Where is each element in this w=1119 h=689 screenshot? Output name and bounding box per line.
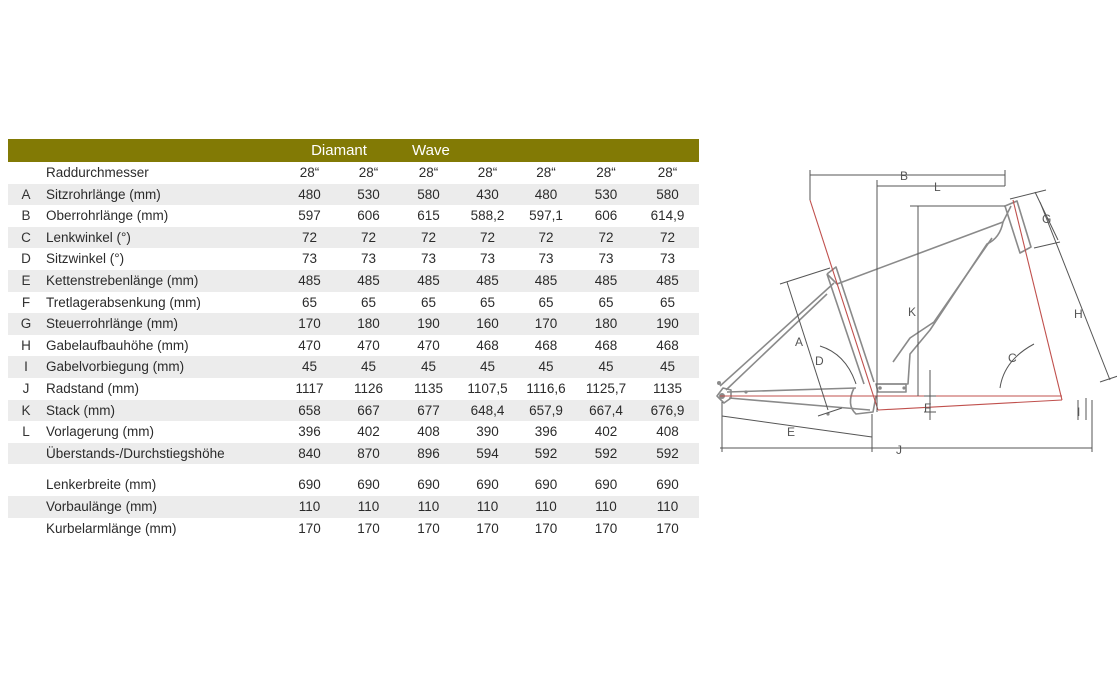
row-label: Lenkwinkel (°) bbox=[44, 227, 280, 249]
row-value: 690 bbox=[594, 477, 618, 493]
row-value: 28“ bbox=[596, 165, 616, 180]
row-value: 408 bbox=[656, 424, 679, 440]
row-value: 530 bbox=[339, 184, 398, 206]
row-code: G bbox=[8, 313, 44, 335]
row-value: 45 bbox=[516, 356, 576, 378]
dim-label-e: E bbox=[787, 425, 796, 439]
row-code: K bbox=[8, 400, 44, 422]
row-value: 1116,6 bbox=[526, 380, 566, 396]
row-value: 45 bbox=[339, 356, 398, 378]
row-value: 73 bbox=[660, 251, 676, 267]
bike-frame bbox=[717, 201, 1031, 414]
row-value: 170 bbox=[656, 520, 679, 536]
row-code: J bbox=[22, 380, 30, 396]
steering-axis bbox=[1013, 200, 1062, 400]
motor-bolt bbox=[878, 386, 882, 390]
table-row bbox=[8, 421, 699, 443]
row-value: 65 bbox=[301, 294, 318, 310]
row-value: 170 bbox=[594, 520, 618, 536]
row-value: 485 bbox=[339, 270, 398, 292]
row-value: 170 bbox=[357, 520, 380, 536]
row-value: 1135 bbox=[653, 380, 683, 396]
row-value: 72 bbox=[459, 227, 516, 249]
table-spacer-row bbox=[8, 464, 699, 474]
row-value: 468 bbox=[534, 337, 558, 353]
table-spacer bbox=[8, 464, 699, 474]
row-value: 690 bbox=[298, 477, 321, 493]
table-row bbox=[8, 184, 699, 206]
row-code bbox=[8, 162, 44, 184]
row-value: 73 bbox=[360, 251, 377, 267]
row-value: 73 bbox=[301, 251, 318, 267]
row-value: 580 bbox=[636, 184, 699, 206]
table-row bbox=[8, 400, 699, 422]
row-value: 870 bbox=[339, 443, 398, 465]
row-label: Oberrohrlänge (mm) bbox=[46, 208, 169, 224]
row-value: 485 bbox=[459, 270, 516, 292]
row-label: Gabelvorbiegung (mm) bbox=[44, 356, 280, 378]
dim-label-b: B bbox=[900, 169, 909, 183]
row-value: 606 bbox=[594, 208, 618, 224]
dim-label-f: F bbox=[924, 401, 932, 415]
row-label: Überstands-/Durchstiegshöhe bbox=[44, 443, 280, 465]
down-tube-rear bbox=[893, 238, 992, 362]
row-code: A bbox=[8, 184, 44, 206]
row-value: 160 bbox=[459, 313, 516, 335]
dim-label-c: C bbox=[1008, 351, 1017, 365]
table-row bbox=[8, 205, 699, 227]
row-value: 430 bbox=[459, 184, 516, 206]
table-row bbox=[8, 248, 699, 270]
row-code: F bbox=[21, 294, 31, 310]
row-label: Vorbaulänge (mm) bbox=[44, 496, 280, 518]
row-value: 65 bbox=[598, 294, 614, 310]
row-value: 73 bbox=[538, 251, 554, 267]
row-code bbox=[8, 518, 44, 540]
row-code: E bbox=[8, 270, 44, 292]
row-value: 1117 bbox=[295, 380, 324, 396]
row-value: 690 bbox=[476, 477, 499, 493]
row-value: 485 bbox=[576, 270, 636, 292]
row-value: 588,2 bbox=[470, 208, 505, 224]
row-value: 530 bbox=[576, 184, 636, 206]
row-value: 1125,7 bbox=[585, 380, 627, 396]
row-value: 170 bbox=[280, 313, 339, 335]
table-header-row bbox=[8, 139, 699, 162]
row-value: 65 bbox=[480, 294, 496, 310]
row-value: 408 bbox=[417, 424, 440, 440]
row-value: 592 bbox=[636, 443, 699, 465]
row-value: 45 bbox=[459, 356, 516, 378]
row-value: 170 bbox=[298, 520, 321, 536]
row-value: 597 bbox=[298, 208, 321, 224]
row-value: 592 bbox=[516, 443, 576, 465]
dim-label-a: A bbox=[795, 335, 804, 349]
row-label: Stack (mm) bbox=[44, 400, 280, 422]
row-value: 28“ bbox=[418, 165, 439, 180]
row-value: 667 bbox=[339, 400, 398, 422]
row-value: 592 bbox=[576, 443, 636, 465]
row-value: 468 bbox=[476, 337, 499, 353]
row-value: 468 bbox=[594, 337, 618, 353]
row-code: D bbox=[21, 251, 31, 267]
row-value: 180 bbox=[339, 313, 398, 335]
row-value: 606 bbox=[357, 208, 380, 224]
row-value: 28“ bbox=[536, 165, 556, 180]
table-row bbox=[8, 474, 699, 496]
header-spacer bbox=[44, 139, 280, 162]
row-label: Lenkerbreite (mm) bbox=[46, 477, 157, 493]
row-value: 45 bbox=[398, 356, 459, 378]
row-code bbox=[8, 474, 44, 496]
chain-stay-lower bbox=[729, 398, 870, 410]
arc-c bbox=[1000, 344, 1034, 388]
row-value: 580 bbox=[398, 184, 459, 206]
table-row bbox=[8, 518, 699, 540]
row-value: 594 bbox=[459, 443, 516, 465]
seat-stay-lower bbox=[726, 294, 827, 390]
dim-label-l: L bbox=[934, 180, 941, 194]
row-label: Radstand (mm) bbox=[46, 380, 140, 396]
row-value: 65 bbox=[421, 294, 437, 310]
seat-tube-rear bbox=[827, 274, 864, 384]
row-value: 65 bbox=[538, 294, 554, 310]
row-value: 676,9 bbox=[636, 400, 699, 422]
row-label: Steuerrohrlänge (mm) bbox=[44, 313, 280, 335]
top-tube bbox=[827, 206, 1011, 284]
row-code: C bbox=[8, 227, 44, 249]
row-value: 480 bbox=[280, 184, 339, 206]
row-value: 597,1 bbox=[529, 208, 563, 224]
row-value: 470 bbox=[417, 337, 440, 353]
row-value: 170 bbox=[516, 313, 576, 335]
table-row bbox=[8, 292, 699, 314]
row-value: 190 bbox=[636, 313, 699, 335]
row-value: 110 bbox=[516, 496, 576, 518]
row-value: 28“ bbox=[477, 165, 498, 180]
dim-label-i: I bbox=[1077, 405, 1081, 419]
row-value: 72 bbox=[516, 227, 576, 249]
row-code bbox=[8, 443, 44, 465]
measure-lines bbox=[720, 170, 1117, 452]
row-value: 72 bbox=[636, 227, 699, 249]
row-value: 667,4 bbox=[576, 400, 636, 422]
row-value: 72 bbox=[398, 227, 459, 249]
arc-d bbox=[820, 346, 856, 384]
row-value: 485 bbox=[516, 270, 576, 292]
bike-geometry-diagram bbox=[712, 160, 1117, 460]
dimension-labels bbox=[787, 169, 1083, 457]
row-value: 65 bbox=[360, 294, 377, 310]
group-header-diamant: Diamant bbox=[280, 139, 398, 162]
down-tube-front bbox=[878, 222, 1003, 384]
row-value: 690 bbox=[357, 477, 380, 493]
row-value: 896 bbox=[398, 443, 459, 465]
row-value: 110 bbox=[339, 496, 398, 518]
row-value: 170 bbox=[476, 520, 499, 536]
row-value: 28“ bbox=[299, 165, 320, 180]
seatstay-bolt bbox=[744, 390, 747, 393]
row-value: 170 bbox=[417, 520, 440, 536]
row-value: 65 bbox=[660, 294, 676, 310]
dim-label-j: J bbox=[896, 443, 902, 457]
row-label: Kettenstrebenlänge (mm) bbox=[44, 270, 280, 292]
dim-label-g: G bbox=[1042, 212, 1052, 226]
row-label: Tretlagerabsenkung (mm) bbox=[46, 294, 201, 310]
row-value: 110 bbox=[459, 496, 516, 518]
geometry-table bbox=[8, 139, 699, 539]
row-label: Vorlagerung (mm) bbox=[46, 424, 155, 440]
dim-line-a bbox=[787, 282, 828, 410]
row-value: 470 bbox=[357, 337, 380, 353]
row-value: 180 bbox=[576, 313, 636, 335]
row-value: 45 bbox=[636, 356, 699, 378]
row-value: 45 bbox=[280, 356, 339, 378]
table-row bbox=[8, 335, 699, 357]
row-code: L bbox=[22, 424, 30, 440]
dropout-bolt bbox=[717, 381, 721, 385]
row-value: 28“ bbox=[657, 165, 678, 180]
group-header-wave: Wave bbox=[398, 139, 699, 162]
row-value: 840 bbox=[280, 443, 339, 465]
row-value: 485 bbox=[636, 270, 699, 292]
row-value: 690 bbox=[534, 477, 558, 493]
row-value: 110 bbox=[398, 496, 459, 518]
row-value: 45 bbox=[576, 356, 636, 378]
row-value: 72 bbox=[576, 227, 636, 249]
row-value: 657,9 bbox=[516, 400, 576, 422]
row-value: 658 bbox=[280, 400, 339, 422]
row-value: 615 bbox=[417, 208, 440, 224]
row-value: 690 bbox=[656, 477, 679, 493]
row-value: 402 bbox=[357, 424, 380, 440]
row-value: 485 bbox=[398, 270, 459, 292]
row-value: 110 bbox=[636, 496, 699, 518]
row-value: 396 bbox=[298, 424, 321, 440]
seat-stay-upper bbox=[720, 283, 834, 386]
table-row bbox=[8, 356, 699, 378]
row-value: 170 bbox=[534, 520, 558, 536]
accent-lines bbox=[720, 200, 1062, 410]
dim-label-d: D bbox=[815, 354, 824, 368]
table-row bbox=[8, 496, 699, 518]
row-code: H bbox=[21, 337, 31, 353]
row-value: 72 bbox=[280, 227, 339, 249]
header-spacer bbox=[8, 139, 44, 162]
row-value: 73 bbox=[480, 251, 496, 267]
row-value: 1135 bbox=[414, 380, 444, 396]
row-value: 190 bbox=[398, 313, 459, 335]
row-value: 396 bbox=[534, 424, 558, 440]
dim-label-k: K bbox=[908, 305, 917, 319]
row-label: Kurbelarmlänge (mm) bbox=[46, 520, 177, 536]
row-value: 72 bbox=[339, 227, 398, 249]
row-code: B bbox=[21, 208, 31, 224]
row-value: 468 bbox=[656, 337, 679, 353]
row-label: Raddurchmesser bbox=[46, 165, 149, 180]
bb-bolt bbox=[902, 386, 905, 389]
table-row bbox=[8, 443, 699, 465]
row-value: 73 bbox=[421, 251, 437, 267]
row-label: Sitzrohrlänge (mm) bbox=[44, 184, 280, 206]
table-row bbox=[8, 378, 699, 400]
row-value: 648,4 bbox=[459, 400, 516, 422]
table-row bbox=[8, 227, 699, 249]
row-value: 614,9 bbox=[650, 208, 685, 224]
centre-to-axle bbox=[878, 400, 1062, 410]
table-row bbox=[8, 313, 699, 335]
row-value: 1126 bbox=[353, 380, 384, 396]
dim-label-h: H bbox=[1074, 307, 1083, 321]
table-row bbox=[8, 162, 699, 184]
row-value: 677 bbox=[398, 400, 459, 422]
seat-tube-axis bbox=[810, 200, 878, 410]
row-value: 110 bbox=[280, 496, 339, 518]
row-value: 1107,5 bbox=[467, 380, 508, 396]
row-value: 110 bbox=[576, 496, 636, 518]
row-value: 73 bbox=[598, 251, 614, 267]
row-code bbox=[8, 496, 44, 518]
dim-line-e bbox=[722, 416, 872, 437]
row-value: 480 bbox=[516, 184, 576, 206]
row-value: 28“ bbox=[358, 165, 379, 180]
row-label: Gabelaufbauhöhe (mm) bbox=[46, 337, 189, 353]
table-row bbox=[8, 270, 699, 292]
row-value: 470 bbox=[298, 337, 321, 353]
row-code: I bbox=[8, 356, 44, 378]
row-label: Sitzwinkel (°) bbox=[46, 251, 125, 267]
row-value: 390 bbox=[476, 424, 499, 440]
row-value: 402 bbox=[594, 424, 618, 440]
row-value: 690 bbox=[417, 477, 440, 493]
row-value: 485 bbox=[280, 270, 339, 292]
